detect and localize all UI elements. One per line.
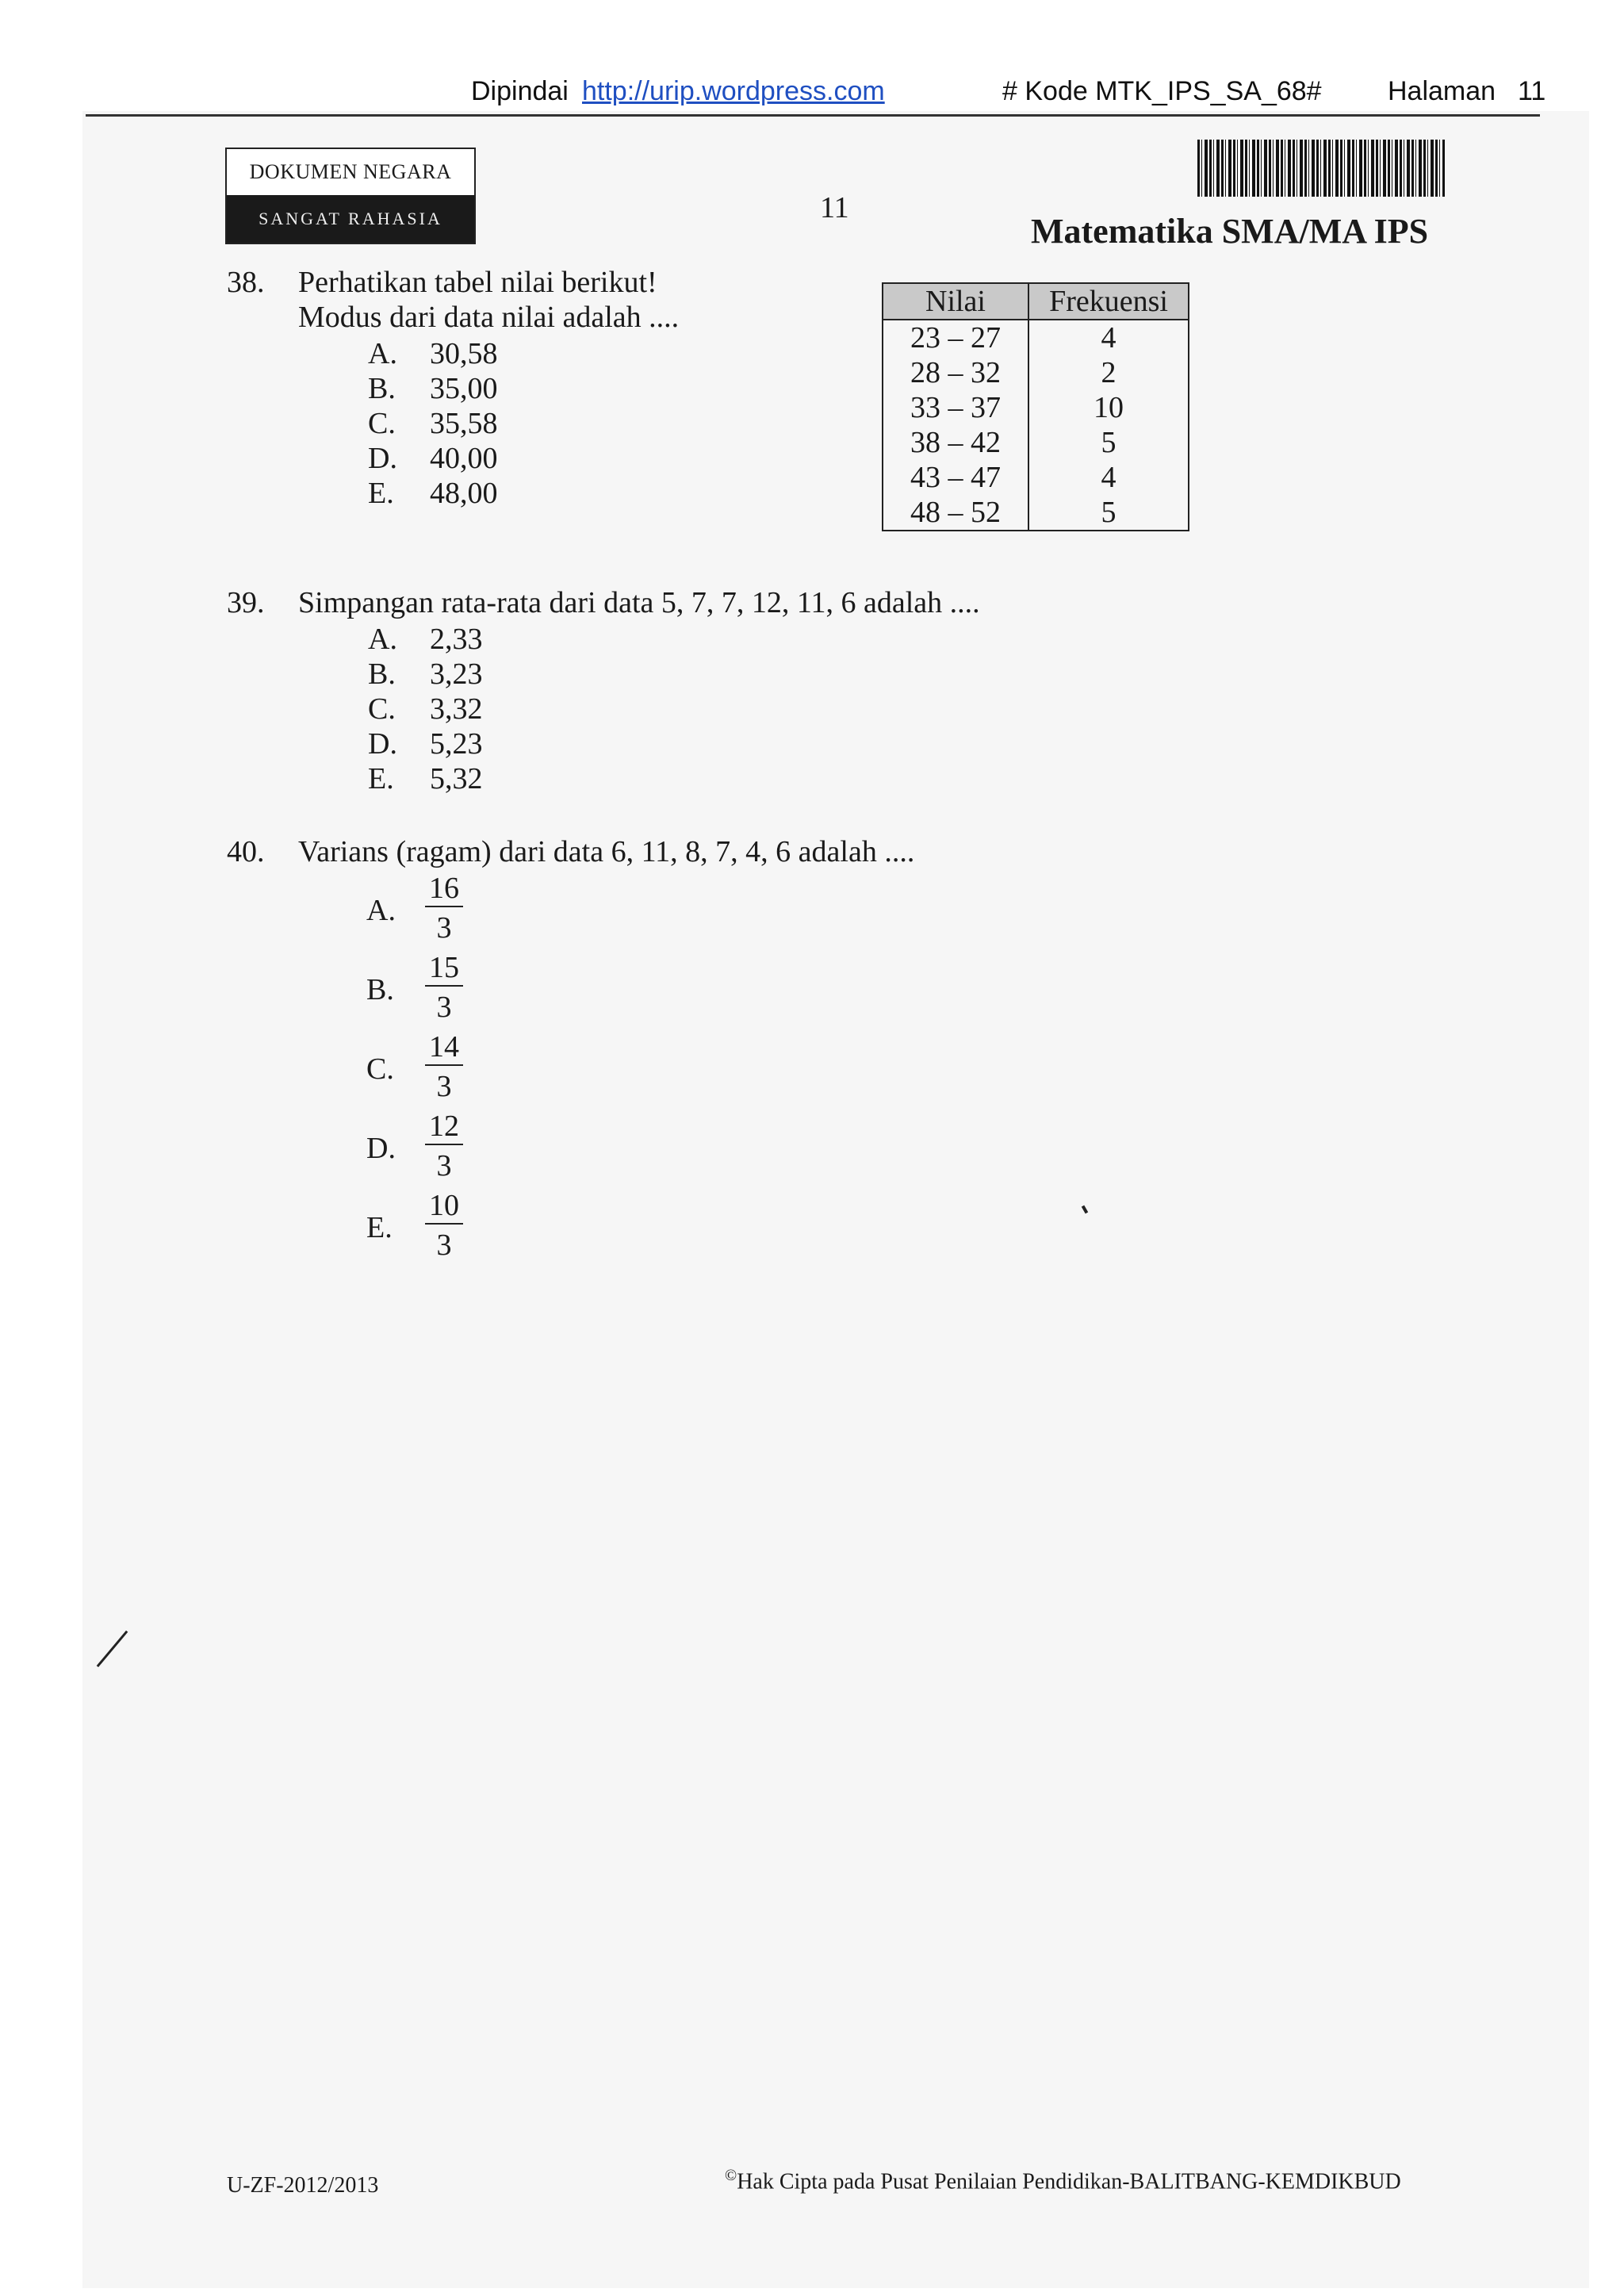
subject-title: Matematika SMA/MA IPS bbox=[1031, 212, 1429, 251]
header-divider bbox=[86, 114, 1540, 117]
option-letter: D. bbox=[366, 1132, 396, 1165]
table-cell: 33 – 37 bbox=[883, 390, 1028, 425]
option-value: 35,58 bbox=[430, 407, 498, 440]
document-code: # Kode MTK_IPS_SA_68# bbox=[1002, 76, 1322, 106]
fraction-numerator: 15 bbox=[425, 950, 463, 987]
q39-option-d[interactable] bbox=[368, 726, 483, 761]
classification-box bbox=[225, 148, 476, 244]
fraction bbox=[425, 871, 463, 945]
option-letter: B. bbox=[368, 372, 396, 405]
option-value: 3,23 bbox=[430, 657, 483, 691]
table-row bbox=[883, 425, 1189, 460]
option-letter: E. bbox=[368, 762, 394, 795]
q39-option-a[interactable] bbox=[368, 622, 483, 657]
fraction-denominator: 3 bbox=[436, 1070, 452, 1103]
table-row bbox=[883, 355, 1189, 390]
option-letter: C. bbox=[368, 407, 396, 440]
copyright-text: Hak Cipta pada Pusat Penilaian Pendidikan-BALITBANG-KEMDIKBUD bbox=[737, 2169, 1401, 2194]
question-39-text: Simpangan rata-rata dari data 5, 7, 7, 12, 11, 6 adalah .... bbox=[298, 586, 980, 619]
question-40-text: Varians (ragam) dari data 6, 11, 8, 7, 4, 6 adalah .... bbox=[298, 835, 915, 868]
scan-label: Dipindai bbox=[471, 76, 569, 106]
option-letter: D. bbox=[368, 442, 397, 475]
scan-link[interactable]: http://urip.wordpress.com bbox=[582, 76, 885, 106]
scanned-page bbox=[82, 111, 1589, 2288]
option-letter: B. bbox=[366, 973, 394, 1006]
fraction-denominator: 3 bbox=[436, 911, 452, 945]
option-value: 30,58 bbox=[430, 337, 498, 370]
frequency-table bbox=[882, 282, 1189, 531]
q38-option-e[interactable] bbox=[368, 476, 498, 511]
table-row bbox=[883, 320, 1189, 355]
question-38-text-line2: Modus dari data nilai adalah .... bbox=[298, 301, 680, 334]
fraction-numerator: 16 bbox=[425, 871, 463, 907]
table-cell: 4 bbox=[1028, 460, 1189, 495]
fraction bbox=[425, 950, 463, 1025]
fraction-denominator: 3 bbox=[436, 1228, 452, 1262]
q39-option-e[interactable] bbox=[368, 761, 483, 796]
column-header-frekuensi: Frekuensi bbox=[1028, 283, 1189, 320]
footer-copyright bbox=[725, 2167, 1401, 2194]
fraction bbox=[425, 1109, 463, 1183]
option-letter: C. bbox=[366, 1052, 394, 1086]
table-cell: 23 – 27 bbox=[883, 320, 1028, 355]
table-row bbox=[883, 390, 1189, 425]
fraction bbox=[425, 1188, 463, 1263]
table-header-row bbox=[883, 283, 1189, 320]
table-cell: 5 bbox=[1028, 495, 1189, 531]
option-value: 48,00 bbox=[430, 477, 498, 510]
option-letter: A. bbox=[366, 894, 396, 927]
page-label: Halaman bbox=[1388, 76, 1496, 106]
fraction bbox=[425, 1029, 463, 1104]
question-39-number: 39. bbox=[227, 586, 265, 619]
column-header-nilai: Nilai bbox=[883, 283, 1028, 320]
barcode-icon bbox=[1197, 140, 1445, 197]
page-number: 11 bbox=[820, 191, 849, 224]
option-value: 2,33 bbox=[430, 623, 483, 656]
q38-option-b[interactable] bbox=[368, 371, 498, 406]
option-letter: E. bbox=[368, 477, 394, 510]
q38-option-a[interactable] bbox=[368, 336, 498, 371]
fraction-numerator: 10 bbox=[425, 1188, 463, 1225]
page-header bbox=[0, 76, 1624, 116]
fraction-numerator: 12 bbox=[425, 1109, 463, 1145]
q38-option-c[interactable] bbox=[368, 406, 498, 441]
q38-option-d[interactable] bbox=[368, 441, 498, 476]
option-value: 40,00 bbox=[430, 442, 498, 475]
fraction-denominator: 3 bbox=[436, 1149, 452, 1182]
table-cell: 28 – 32 bbox=[883, 355, 1028, 390]
q39-option-b[interactable] bbox=[368, 657, 483, 692]
table-row bbox=[883, 460, 1189, 495]
option-value: 5,32 bbox=[430, 762, 483, 795]
classification-line2: SANGAT RAHASIA bbox=[227, 195, 474, 243]
option-letter: A. bbox=[368, 337, 397, 370]
table-row bbox=[883, 495, 1189, 531]
table-cell: 4 bbox=[1028, 320, 1189, 355]
option-value: 3,32 bbox=[430, 692, 483, 726]
fraction-numerator: 14 bbox=[425, 1029, 463, 1066]
option-letter: A. bbox=[368, 623, 397, 656]
option-letter: B. bbox=[368, 657, 396, 691]
table-cell: 5 bbox=[1028, 425, 1189, 460]
option-value: 5,23 bbox=[430, 727, 483, 761]
table-cell: 38 – 42 bbox=[883, 425, 1028, 460]
question-40-number: 40. bbox=[227, 835, 265, 868]
option-letter: D. bbox=[368, 727, 397, 761]
table-cell: 10 bbox=[1028, 390, 1189, 425]
table-cell: 43 – 47 bbox=[883, 460, 1028, 495]
fraction-denominator: 3 bbox=[436, 991, 452, 1024]
table-cell: 2 bbox=[1028, 355, 1189, 390]
copyright-symbol: © bbox=[725, 2167, 737, 2184]
q39-option-c[interactable] bbox=[368, 692, 483, 726]
table-cell: 48 – 52 bbox=[883, 495, 1028, 531]
option-letter: E. bbox=[366, 1211, 393, 1244]
classification-line1: DOKUMEN NEGARA bbox=[249, 160, 452, 183]
footer-code: U-ZF-2012/2013 bbox=[227, 2173, 379, 2198]
option-value: 35,00 bbox=[430, 372, 498, 405]
question-38-text-line1: Perhatikan tabel nilai berikut! bbox=[298, 266, 657, 299]
page-value: 11 bbox=[1518, 76, 1546, 106]
question-38-number: 38. bbox=[227, 266, 265, 299]
option-letter: C. bbox=[368, 692, 396, 726]
